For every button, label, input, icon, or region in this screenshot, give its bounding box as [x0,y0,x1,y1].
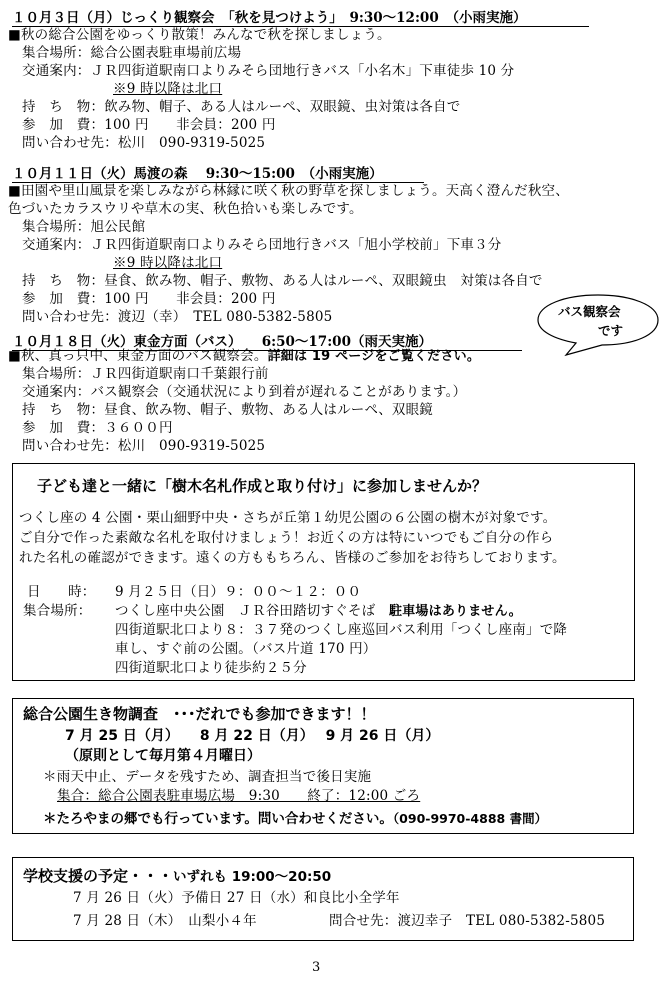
tree-nametag-place [115,603,522,620]
event3-description-text: ■秋、真っ只中、東金方面のバス観察会。 [8,348,268,364]
tree-nametag-paragraph-1: つくし座の 4 公園・栗山細野中央・さちが丘第１幼児公園の６公園の樹木が対象です。 [19,510,557,526]
event3-description [8,348,480,365]
event2-meeting: 集合場所：旭公民館 [22,219,146,235]
tree-nametag-access-2: 車し、すぐ前の公園。（バス片道 170 円） [115,641,377,657]
school-support-row-1: 7 月 26 日（火）予備日 27 日（水）和良比小全学年 [73,890,400,906]
event2-header: １０月１１日（火）馬渡の森 9:30～15:00 （小雨実施） [12,162,424,183]
event1-description: ■秋の総合公園をゆっくり散策！みんなで秋を探しましょう。 [8,27,391,43]
creature-survey-meeting: 集合：総合公園表駐車場広場 9:30 終了：12:00 ごろ [57,788,421,804]
event2-description-2: 色づいたカラスウリや草木の実、秋色拾いも楽しみです。 [8,201,363,217]
school-support-time: いずれも 19:00～20:50 [173,869,332,885]
event2-fee: 参 加 費：100 円 非会員：200 円 [22,291,276,307]
creature-survey-rule: （原則として毎月第４月曜日） [65,748,261,764]
school-support-title: 学校支援の予定・・・ [23,867,174,885]
event1-header: １０月３日（月）じっくり観察会 「秋を見つけよう」 9:30～12:00 （小雨実施） [12,6,589,27]
event3-detail-reference: 詳細は 19 ページをご覧ください。 [267,349,481,364]
tree-nametag-date: 9 月２５日（日）９：００～１２：００ [115,584,362,600]
creature-survey-box [12,698,634,834]
event3-header: １０月１８日（火）東金方面（バス） 6:50～17:00（雨天実施） [12,330,522,351]
tree-nametag-paragraph-3: れた名札の確認ができます。遠くの方ももちろん、皆様のご参加をお待ちしております。 [19,550,566,566]
event1-contact: 問い合わせ先：松川 090-9319-5025 [22,135,266,151]
tayama-note: ＊たろやまの郷でも行っています。問い合わせください。 [43,811,393,827]
tree-nametag-box [12,463,635,681]
event2-transport-note: ※9 時以降は北口 [113,255,223,271]
bus-tour-bubble [536,293,660,357]
page-number: 3 [312,960,321,975]
creature-survey-title: 総合公園生き物調査 ･･･だれでも参加できます！！ [23,705,376,723]
event2-description-1: ■田園や里山風景を楽しみながら林縁に咲く秋の野草を探しましょう。天高く澄んだ秋空、 [8,183,569,199]
event2-transport: 交通案内：ＪＲ四街道駅南口よりみそら団地行きバス「旭小学校前」下車３分 [22,237,502,253]
tree-nametag-place-label: 集合場所： [23,603,92,619]
event1-items: 持 ち 物：飲み物、帽子、ある人はルーペ、双眼鏡、虫対策は各自で [22,99,461,115]
tree-nametag-access-1: 四街道駅北口より８：３７発のつくし座巡回バス利用「つくし座南」で降 [115,622,568,638]
event3-transport: 交通案内：バス観察会（交通状況により到着が遅れることがあります。） [22,384,467,400]
event2-contact: 問い合わせ先：渡辺（幸） TEL 080-5382-5805 [22,309,333,325]
bubble-line-1: バス観察会 [558,304,621,319]
event3-meeting: 集合場所：ＪＲ四街道駅南口千葉銀行前 [22,366,269,382]
school-support-box [12,857,634,941]
creature-survey-rain-note: ＊雨天中止、データを残すため、調査担当で後日実施 [43,769,372,785]
tree-nametag-paragraph-2: ご自分で作った素敵な名札を取付けましょう！お近くの方は特にいつでもご自分の作ら [19,530,554,546]
tree-nametag-access-3: 四街道駅北口より徒歩約２５分 [115,660,307,676]
creature-survey-tayama [43,807,547,827]
event3-contact: 問い合わせ先：松川 090-9319-5025 [22,438,266,454]
no-parking-note: 駐車場はありません。 [389,604,522,619]
event1-transport-note: ※9 時以降は北口 [113,81,223,97]
bubble-line-2: です [598,323,624,338]
school-support-row-2: 7 月 28 日（木） 山梨小４年 [73,913,257,929]
tayama-tel: （090-9970-4888 書間） [392,811,548,826]
event3-fee: 参 加 費：３６００円 [22,420,173,436]
creature-survey-dates: 7 月 25 日（月） 8 月 22 日（月） 9 月 26 日（月） [65,728,440,744]
event1-transport: 交通案内：ＪＲ四街道駅南口よりみそら団地行きバス「小名木」下車徒歩 10 分 [22,63,515,79]
event1-meeting: 集合場所：総合公園表駐車場前広場 [22,45,242,61]
event1-fee: 参 加 費：100 円 非会員：200 円 [22,117,276,133]
event2-items: 持 ち 物：昼食、飲み物、帽子、敷物、ある人はルーペ、双眼鏡虫 対策は各自で [22,273,543,289]
tree-nametag-title: 子ども達と一緒に「樹木名札作成と取り付け」に参加しませんか？ [37,477,488,495]
tree-nametag-place-text: つくし座中央公園 ＪＲ谷田踏切すぐそば [115,603,376,619]
event3-items: 持 ち 物：昼食、飲み物、帽子、敷物、ある人はルーペ、双眼鏡 [22,402,433,418]
school-support-contact: 問合せ先：渡辺幸子 TEL 080-5382-5805 [329,913,606,929]
tree-nametag-date-label: 日 時： [27,584,96,600]
school-support-heading [23,865,331,886]
